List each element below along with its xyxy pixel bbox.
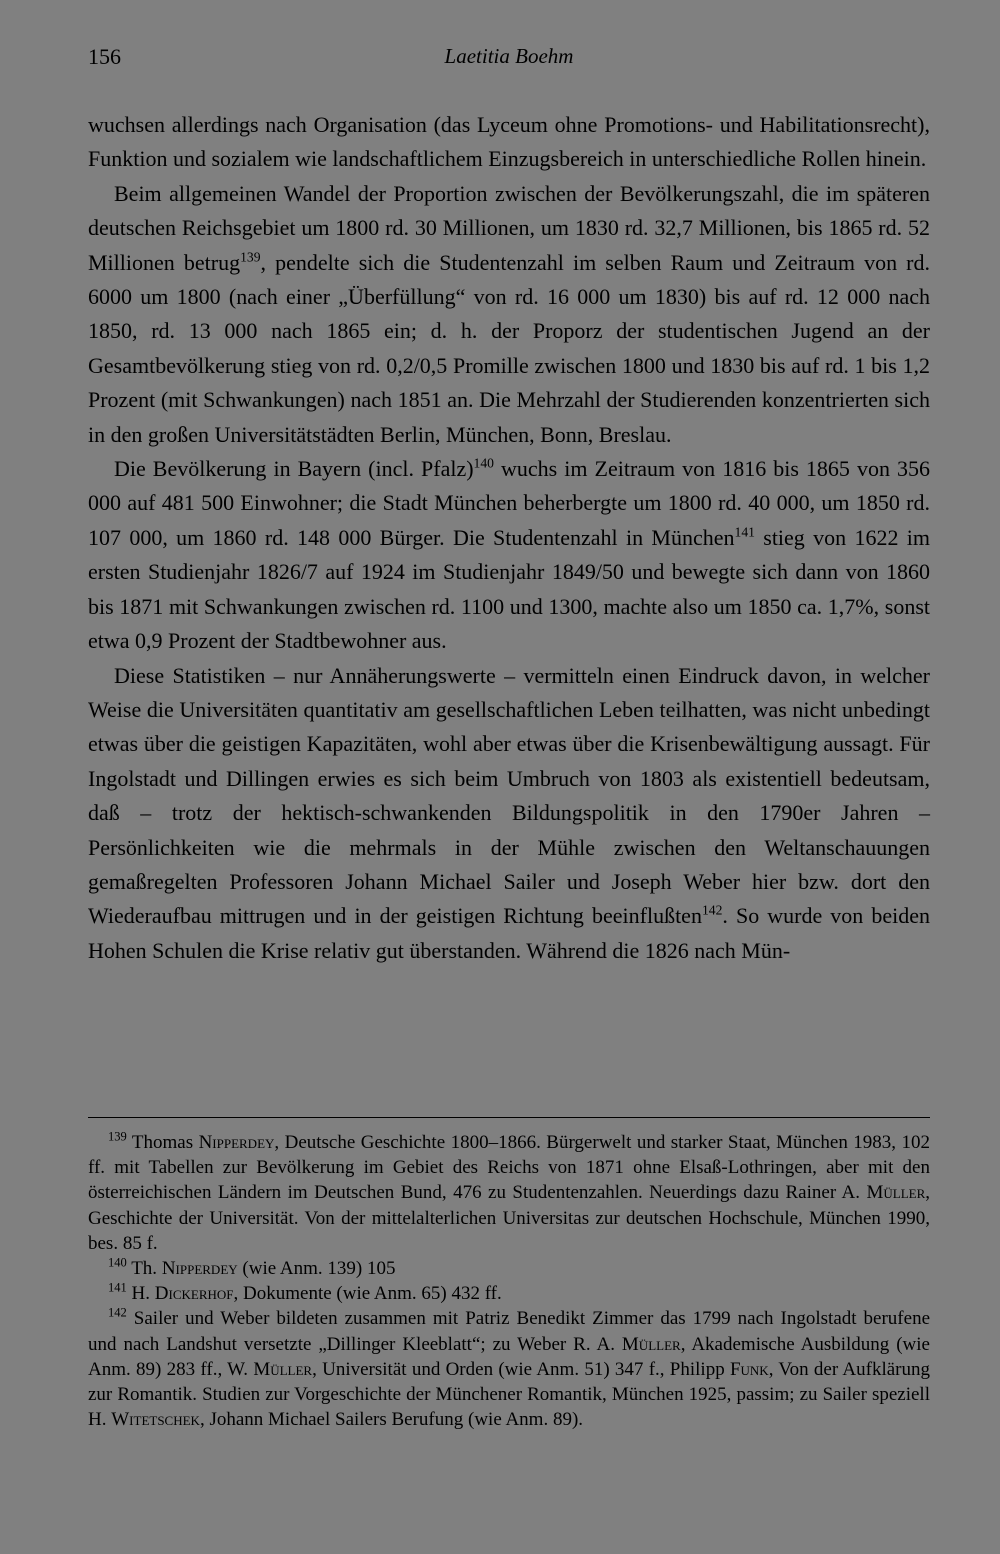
paragraph-1-text: wuchsen allerdings nach Organisation (das Lyceum ohne Promotions- und Habilitationsrecht), Funktion und sozialem wie landschaftlichem Einzugsbereich in unterschiedliche Rollen hinein. — [88, 112, 930, 172]
paragraph-4 — [88, 659, 930, 969]
author-name: Nipperdey — [198, 1132, 275, 1153]
page-number: 156 — [88, 44, 121, 69]
main-text — [88, 108, 930, 968]
footnote-text: Thomas — [126, 1132, 199, 1153]
footnote-text: , Deutsche Geschichte 1800–1866. Bürgerwelt und starker Staat, München 1983, 102 ff. mit Tabellen zur Bevölkerung im Gebiet des Reichs von 1871 ohne Elsaß-Lothringen, aber mit den österreichischen Ländern im Deutschen Bund, 476 zu Studentenzahlen. Neuerdings dazu Rainer A. — [88, 1132, 931, 1204]
footnote-140 — [88, 1256, 930, 1281]
author-name: Müller — [866, 1182, 926, 1204]
author-name: Witetschek — [111, 1409, 200, 1431]
paragraph-2 — [88, 177, 930, 452]
paragraph-1 — [88, 108, 930, 177]
footnote-141 — [88, 1281, 930, 1306]
author-name: Dickerhof — [154, 1283, 234, 1305]
footnote-139 — [88, 1130, 930, 1256]
paragraph-2-text-b: , pendelte sich die Studentenzahl im selben Raum und Zeitraum von rd. 6000 um 1800 (nach einer „Überfüllung“ von rd. 16 000 um 1830) bis auf rd. 12 000 nach 1850, rd. 13 000 nach 1865 ein; d. h. der Proporz der studentischen Jugend an der Gesamtbevölkerung stieg von rd. 0,2/0,5 Promille zwischen 1800 und 1830 bis auf rd. 1 bis 1,2 Prozent (mit Schwankungen) nach 1851 an. Die Mehrzahl der Studierenden konzentrierten sich in den großen Universitätstädten Berlin, München, Bonn, Breslau. — [88, 249, 930, 447]
author-name: Müller — [253, 1358, 313, 1380]
paragraph-3-text-a: Die Bevölkerung in Bayern (incl. Pfalz) — [114, 456, 474, 482]
author-name: Nipperdey — [161, 1258, 238, 1280]
footnotes — [88, 1130, 930, 1432]
footnote-text: , Johann Michael Sailers Berufung (wie Anm. 89). — [199, 1409, 584, 1431]
footnote-text: Th. — [126, 1258, 162, 1280]
footnote-text: , Dokumente (wie Anm. 65) 432 ff. — [233, 1283, 502, 1305]
footnote-separator — [88, 1117, 930, 1118]
paragraph-4-text-b: . So wurde von beiden Hohen Schulen die Krise relativ gut überstanden. Während die 1826 nach Mün- — [88, 903, 931, 963]
paragraph-2-text-a: Beim allgemeinen Wandel der Proportion zwischen der Bevölkerungszahl, die im späteren deutschen Reichsgebiet um 1800 rd. 30 Millionen, um 1830 rd. 32,7 Millionen, bis 1865 rd. 52 Millionen betrug — [88, 180, 930, 275]
footnote-ref-142: 142 — [701, 903, 723, 919]
paragraph-3-text-c: stieg von 1622 im ersten Studienjahr 1826/7 auf 1924 im Studienjahr 1849/50 und bewegte sich dann von 1860 bis 1871 mit Schwankungen zwischen rd. 1100 und 1300, machte also um 1850 ca. 1,7%, sonst etwa 0,9 Prozent der Stadtbewohner aus. — [88, 524, 930, 654]
author-name: Funk — [729, 1358, 769, 1380]
author-name: Müller — [621, 1333, 681, 1355]
footnote-text: Sailer und Weber bildeten zusammen mit Patriz Benedikt Zimmer das 1799 nach Ingolstadt berufene und nach Landshut versetzte „Dillinger Kleeblatt“; zu Weber R. A. — [88, 1308, 930, 1355]
footnote-number: 141 — [108, 1280, 127, 1295]
paragraph-3-text-b: wuchs im Zeitraum von 1816 bis 1865 von 356 000 auf 481 500 Einwohner; die Stadt München beherbergte um 1800 rd. 40 000, um 1850 rd. 107 000, um 1860 rd. 148 000 Bürger. Die Studentenzahl in München — [88, 456, 930, 550]
footnote-ref-141: 141 — [734, 524, 755, 540]
footnote-text: , Universität und Orden (wie Anm. 51) 347 f., Philipp — [312, 1358, 730, 1380]
footnote-text: , Von der Aufklärung zur Romantik. Studien zur Vorgeschichte der Münchener Romantik, München 1925, passim; zu Sailer speziell H. — [88, 1358, 930, 1431]
footnote-ref-139: 139 — [240, 249, 261, 265]
footnote-142 — [88, 1306, 930, 1432]
running-head: Laetitia Boehm — [444, 44, 574, 68]
footnote-text: , Akademische Ausbildung (wie Anm. 89) 283 ff., W. — [88, 1333, 930, 1380]
footnote-text: (wie Anm. 139) 105 — [237, 1258, 396, 1280]
footnote-text: , Geschichte der Universität. Von der mittelalterlichen Universitas zur deutschen Hochschule, München 1990, bes. 85 f. — [88, 1182, 930, 1254]
footnote-number: 140 — [108, 1255, 127, 1270]
footnote-number: 139 — [108, 1129, 127, 1144]
footnote-number: 142 — [108, 1306, 127, 1321]
page-header — [88, 44, 930, 74]
footnote-ref-140: 140 — [473, 455, 494, 471]
footnote-text: H. — [126, 1283, 155, 1305]
paragraph-3 — [88, 452, 930, 658]
paragraph-4-text-a: Diese Statistiken – nur Annäherungswerte – vermitteln einen Eindruck davon, in welcher Weise die Universitäten quantitativ am gesellschaftlichen Leben teilhatten, was nicht unbedingt etwas über die geistigen Kapazitäten, wohl aber etwas über die Krisenbewältigung aussagt. Für Ingolstadt und Dillingen erwies es sich beim Umbruch von 1803 als existentiell bedeutsam, daß – trotz der hektisch-schwankenden Bildungspolitik in den 1790er Jahren – Persönlichkeiten wie die mehrmals in der Mühle zwischen den Weltanschauungen gemaßregelten Professoren Johann Michael Sailer und Joseph Weber hier bzw. dort den Wiederaufbau mittrugen und in der geistigen Richtung beeinflußten — [88, 662, 930, 929]
